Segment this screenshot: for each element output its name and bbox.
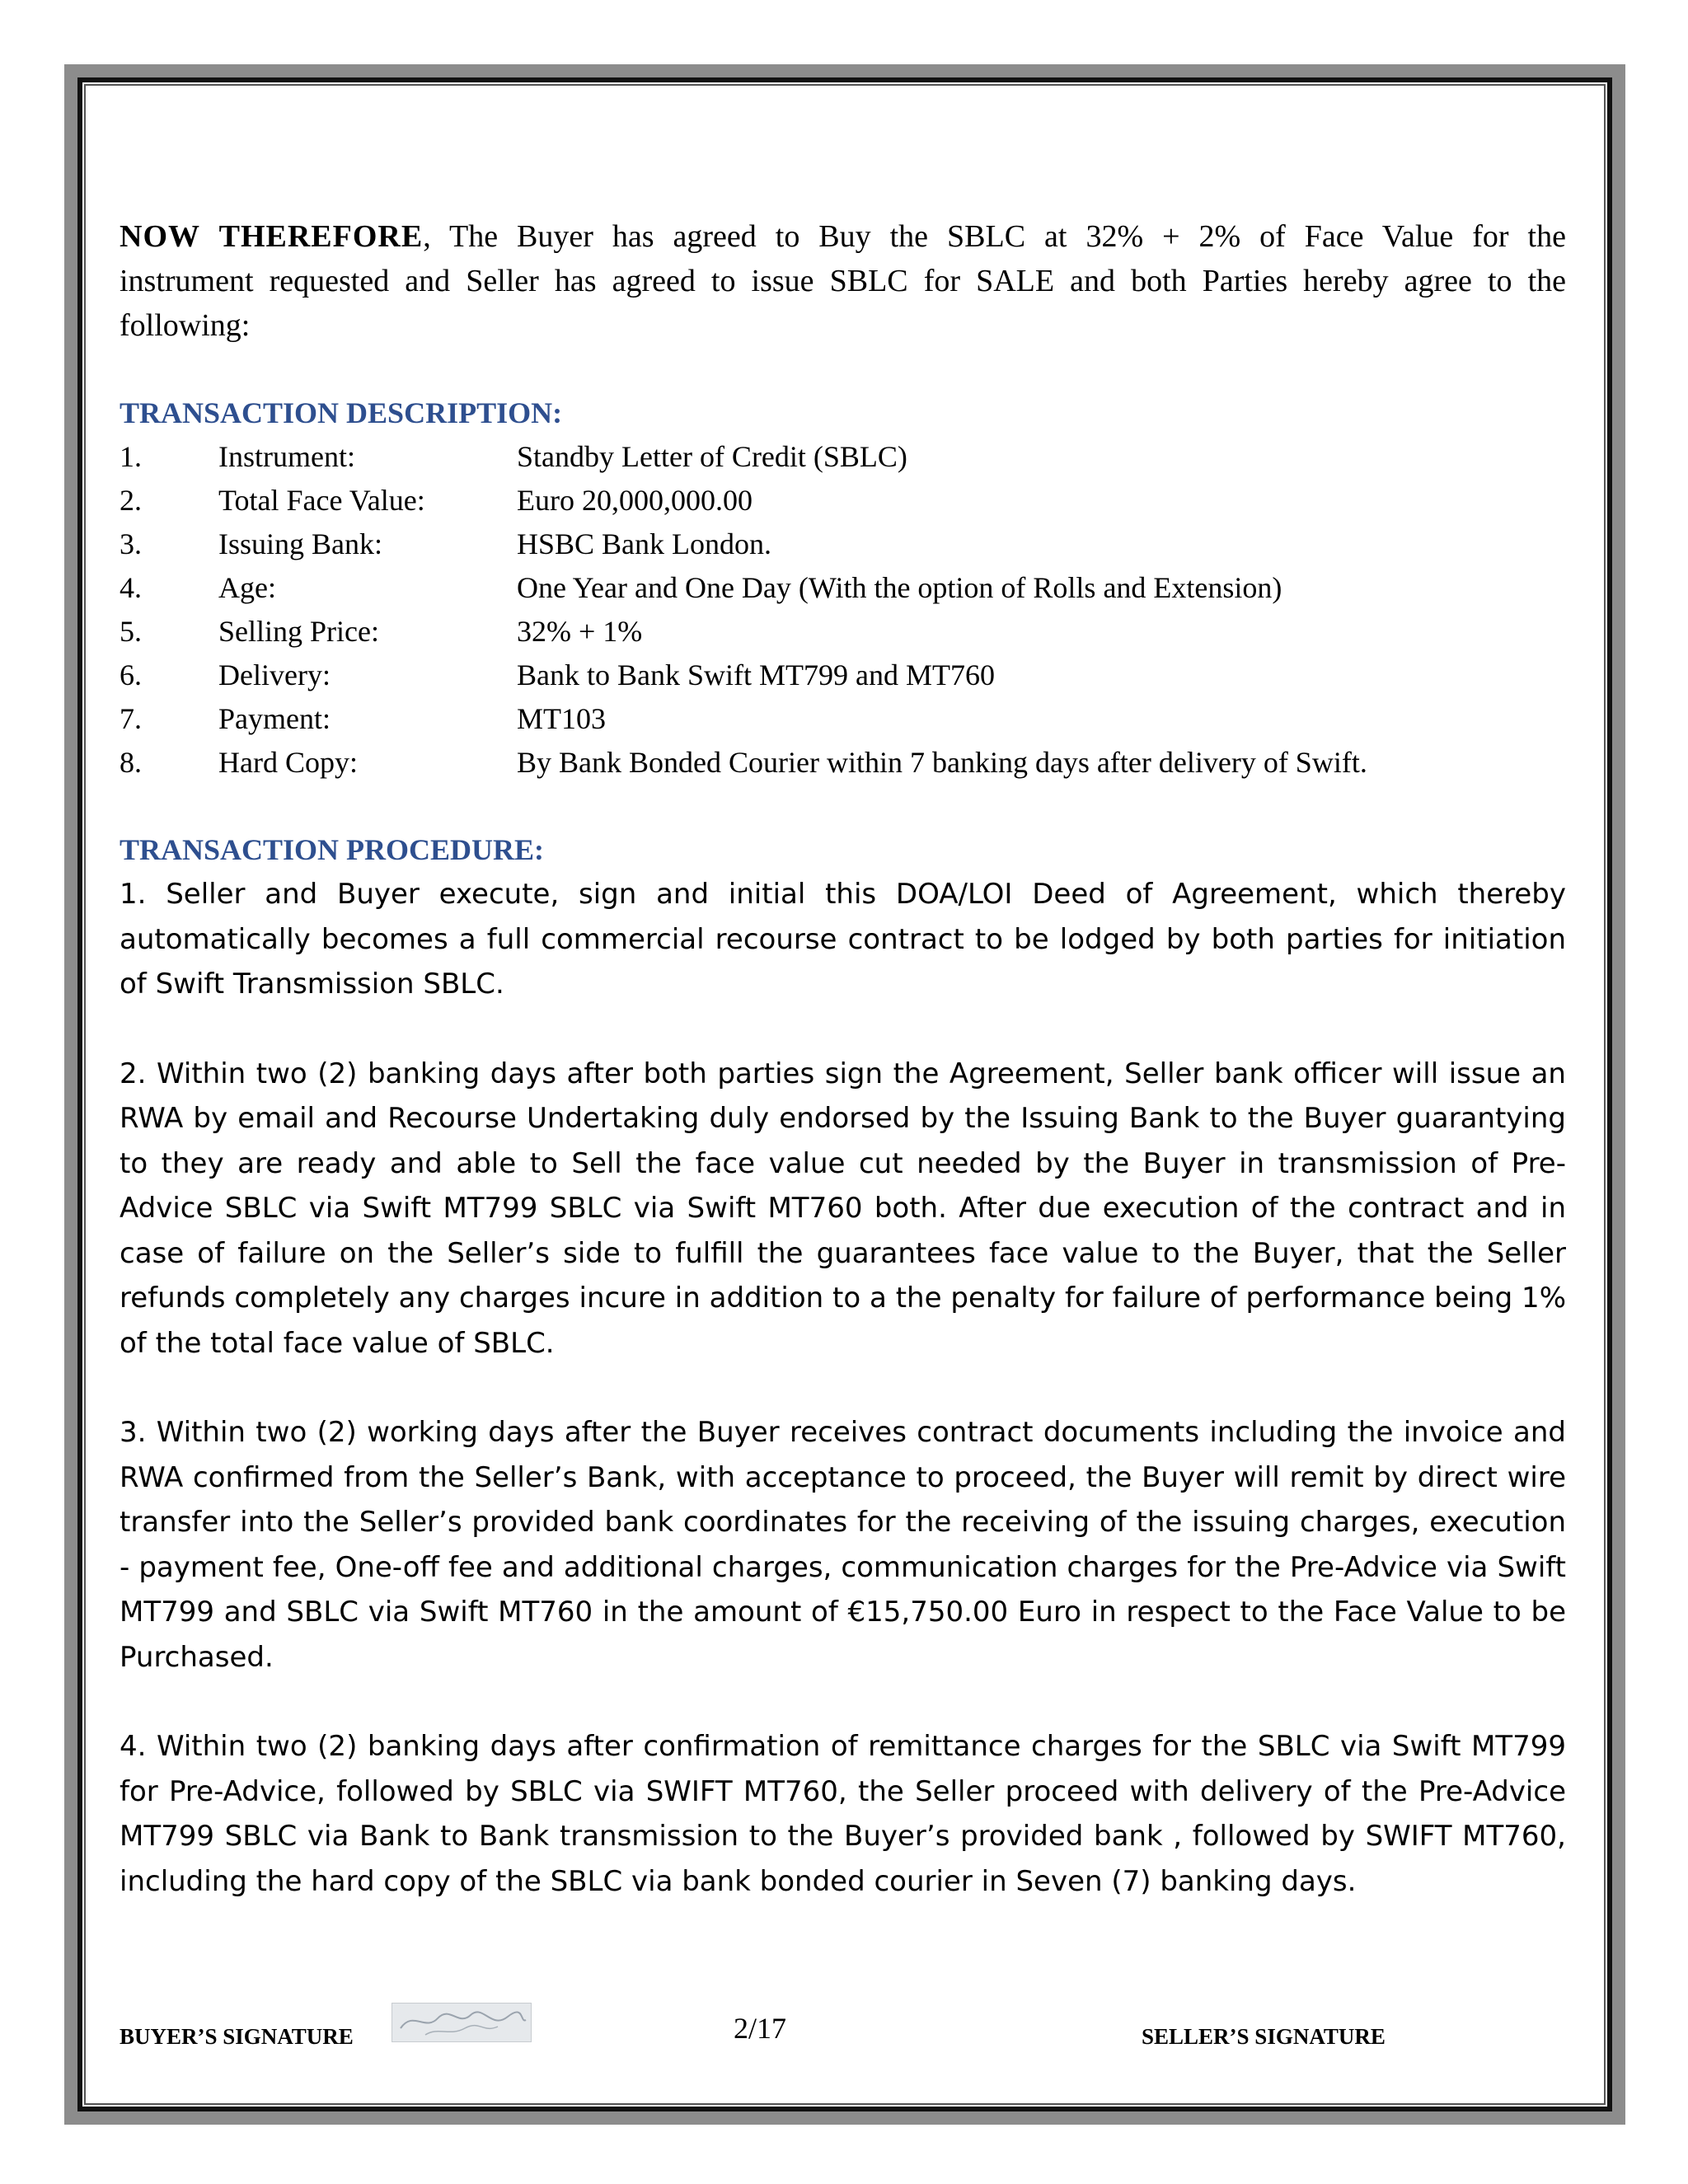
procedure-paragraph: 1. Seller and Buyer execute, sign and initial this DOA/LOI Deed of Agreement, which thereby automatically becomes a full commercial recourse contract to be lodged by both parties for initiation of Swift Transmission SBLC.	[120, 878, 1566, 1001]
description-item	[120, 479, 1566, 523]
item-label: Age:	[218, 571, 276, 604]
item-label: Delivery:	[218, 658, 331, 691]
page-number: 2/17	[734, 2012, 787, 2045]
page-footer	[120, 2003, 1566, 2052]
handwritten-signature-icon	[392, 2004, 531, 2041]
item-value: Bank to Bank Swift MT799 and MT760	[517, 658, 995, 691]
document-body	[120, 214, 1566, 1904]
item-value: Euro 20,000,000.00	[517, 484, 753, 517]
intro-lead: NOW THEREFORE	[120, 219, 424, 254]
transaction-procedure-section	[120, 872, 1566, 1904]
buyer-signature-stamp	[392, 2003, 532, 2042]
transaction-description-list	[120, 435, 1566, 785]
description-item	[120, 654, 1566, 697]
transaction-description-heading: TRANSACTION DESCRIPTION:	[120, 396, 563, 429]
item-value: HSBC Bank London.	[517, 527, 772, 560]
buyer-signature-label: BUYER’S SIGNATURE	[120, 2024, 354, 2049]
item-number: 8.	[120, 746, 142, 779]
intro-text: , The Buyer has agreed to Buy the SBLC at 32% + 2% of Face Value for the instrument requested and Seller has agreed to issue SBLC for SALE and both Parties hereby agree to the following:	[120, 219, 1566, 343]
item-value: One Year and One Day (With the option of Rolls and Extension)	[517, 571, 1282, 604]
item-value: Standby Letter of Credit (SBLC)	[517, 440, 907, 473]
description-item	[120, 741, 1566, 785]
item-value: 32% + 1%	[517, 615, 643, 648]
procedure-paragraph: 2. Within two (2) banking days after both parties sign the Agreement, Seller bank officer will issue an RWA by email and Recourse Undertaking duly endorsed by the Issuing Bank to the Buyer guarantying to they are ready and able to Sell the face value cut needed by the Buyer in transmission of Pre-Advice SBLC via Swift MT799 SBLC via Swift MT760 both. After due execution of the contract and in case of failure on the Seller’s side to fulfill the guarantees face value to the Buyer, that the Seller refunds completely any charges incure in addition to a the penalty for failure of performance being 1% of the total face value of SBLC.	[120, 1057, 1566, 1360]
procedure-paragraph: 3. Within two (2) working days after the Buyer receives contract documents including the invoice and RWA confirmed from the Seller’s Bank, with acceptance to proceed, the Buyer will remit by direct wire transfer into the Seller’s provided bank coordinates for the receiving of the issuing charges, execution - payment fee, One-off fee and additional charges, communication charges for the Pre-Advice via Swift MT799 and SBLC via Swift MT760 in the amount of €15,750.00 Euro in respect to the Face Value to be Purchased.	[120, 1416, 1566, 1674]
item-label: Issuing Bank:	[218, 527, 383, 560]
item-number: 7.	[120, 702, 142, 735]
item-label: Total Face Value:	[218, 484, 425, 517]
item-number: 2.	[120, 484, 142, 517]
item-value: By Bank Bonded Courier within 7 banking days after delivery of Swift.	[517, 746, 1367, 779]
intro-paragraph	[120, 214, 1566, 348]
item-label: Instrument:	[218, 440, 355, 473]
item-number: 4.	[120, 571, 142, 604]
description-item	[120, 523, 1566, 566]
item-number: 1.	[120, 440, 142, 473]
item-label: Hard Copy:	[218, 746, 358, 779]
description-item	[120, 697, 1566, 741]
item-label: Payment:	[218, 702, 331, 735]
procedure-paragraph: 4. Within two (2) banking days after confirmation of remittance charges for the SBLC via Swift MT799 for Pre-Advice, followed by SBLC via SWIFT MT760, the Seller proceed with delivery of the Pre-Advice MT799 SBLC via Bank to Bank transmission to the Buyer’s provided bank , followed by SWIFT MT760, including the hard copy of the SBLC via bank bonded courier in Seven (7) banking days.	[120, 1730, 1566, 1898]
description-item	[120, 610, 1566, 654]
transaction-procedure-heading: TRANSACTION PROCEDURE:	[120, 833, 545, 866]
description-item	[120, 435, 1566, 479]
description-item	[120, 566, 1566, 610]
item-number: 5.	[120, 615, 142, 648]
item-number: 6.	[120, 658, 142, 691]
item-number: 3.	[120, 527, 142, 560]
item-label: Selling Price:	[218, 615, 379, 648]
seller-signature-label: SELLER’S SIGNATURE	[1142, 2024, 1386, 2049]
item-value: MT103	[517, 702, 606, 735]
